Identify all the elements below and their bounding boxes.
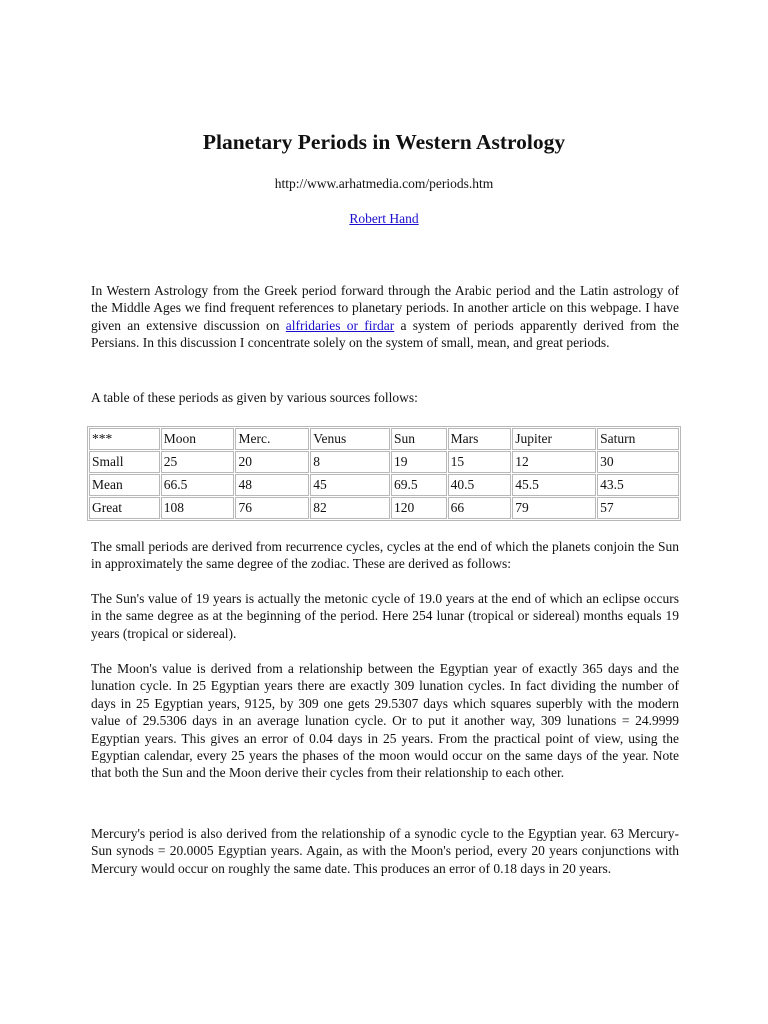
table-cell: 19 (391, 451, 447, 473)
table-cell: 66 (448, 497, 512, 519)
table-intro-paragraph: A table of these periods as given by various sources follows: (91, 390, 418, 405)
table-cell: 82 (310, 497, 390, 519)
table-header-cell: Merc. (235, 428, 309, 450)
table-cell: 69.5 (391, 474, 447, 496)
table-cell: 20 (235, 451, 309, 473)
table-cell: 40.5 (448, 474, 512, 496)
table-cell: 25 (161, 451, 235, 473)
table-row (89, 474, 679, 496)
mercury-period-paragraph: Mercury's period is also derived from the relationship of a synodic cycle to the Egyptian year. 63 Mercury-Sun synods = 20.0005 Egyptian years. Again, as with the Moon's period, every 20 years conjunctions with Mercury would occur on roughly the same date. This produces an error of 0.18 days in 20 years. (91, 826, 679, 876)
table-header-cell: Jupiter (512, 428, 596, 450)
table-cell: 120 (391, 497, 447, 519)
author-link[interactable]: Robert Hand (349, 211, 419, 226)
table-header-cell: Venus (310, 428, 390, 450)
author-line (0, 210, 768, 228)
table-cell: 45 (310, 474, 390, 496)
table-cell: 48 (235, 474, 309, 496)
small-periods-paragraph: The small periods are derived from recurrence cycles, cycles at the end of which the planets conjoin the Sun in approximately the same degree of the zodiac. These are derived as follows: (91, 539, 679, 572)
table-cell: 43.5 (597, 474, 679, 496)
page-title: Planetary Periods in Western Astrology (202, 130, 566, 154)
table-cell: Mean (89, 474, 160, 496)
table-row (89, 451, 679, 473)
table-cell: 66.5 (161, 474, 235, 496)
table-header-cell: Mars (448, 428, 512, 450)
table-header-cell: *** (89, 428, 160, 450)
sun-value-paragraph: The Sun's value of 19 years is actually the metonic cycle of 19.0 years at the end of which an eclipse occurs in the same degree as at the beginning of the period. Here 254 lunar (tropical or sidereal) months equals 19 years (tropical or sidereal). (91, 591, 679, 641)
table-header-cell: Sun (391, 428, 447, 450)
table-cell: 15 (448, 451, 512, 473)
table-header-row (89, 428, 679, 450)
table-cell: Great (89, 497, 160, 519)
intro-text-before-link: In Western Astrology from the Greek period forward through the Arabic period and the Latin astrology of the Middle Ages we find frequent references to planetary periods. In another article on this webpage. I have given an extensive discussion on (91, 283, 679, 333)
alfridaries-link[interactable]: alfridaries or firdar (285, 317, 395, 333)
table-cell: 108 (161, 497, 235, 519)
table-cell: 8 (310, 451, 390, 473)
table-cell: 57 (597, 497, 679, 519)
moon-value-paragraph: The Moon's value is derived from a relationship between the Egyptian year of exactly 365 days and the lunation cycle. In 25 Egyptian years there are exactly 309 lunation cycles. In fact dividing the number of days in 25 Egyptian years, 9125, by 309 one gets 29.5307 days which squares superbly with the modern value of 29.5306 days in an average lunation cycle. Or to put it another way, 309 lunations = 24.9999 Egyptian years. This gives an error of 0.04 days in 25 years. From the practical point of view, using the Egyptian calendar, every 25 years the phases of the moon would occur on the same days of the year. Note that both the Sun and the Moon derive their cycles from their relationship to each other. (91, 661, 679, 781)
table-cell: Small (89, 451, 160, 473)
source-url: http://www.arhatmedia.com/periods.htm (274, 176, 494, 191)
table-header-cell: Moon (161, 428, 235, 450)
table-cell: 12 (512, 451, 596, 473)
table-row (89, 497, 679, 519)
intro-paragraph (91, 282, 679, 352)
table-cell: 45.5 (512, 474, 596, 496)
intro-text-after-link: a system of periods apparently derived from the Persians. In this discussion I concentrate solely on the system of small, mean, and great periods. (91, 317, 679, 351)
planetary-periods-table (87, 426, 681, 521)
table-cell: 30 (597, 451, 679, 473)
table-cell: 76 (235, 497, 309, 519)
table-cell: 79 (512, 497, 596, 519)
table-header-cell: Saturn (597, 428, 679, 450)
